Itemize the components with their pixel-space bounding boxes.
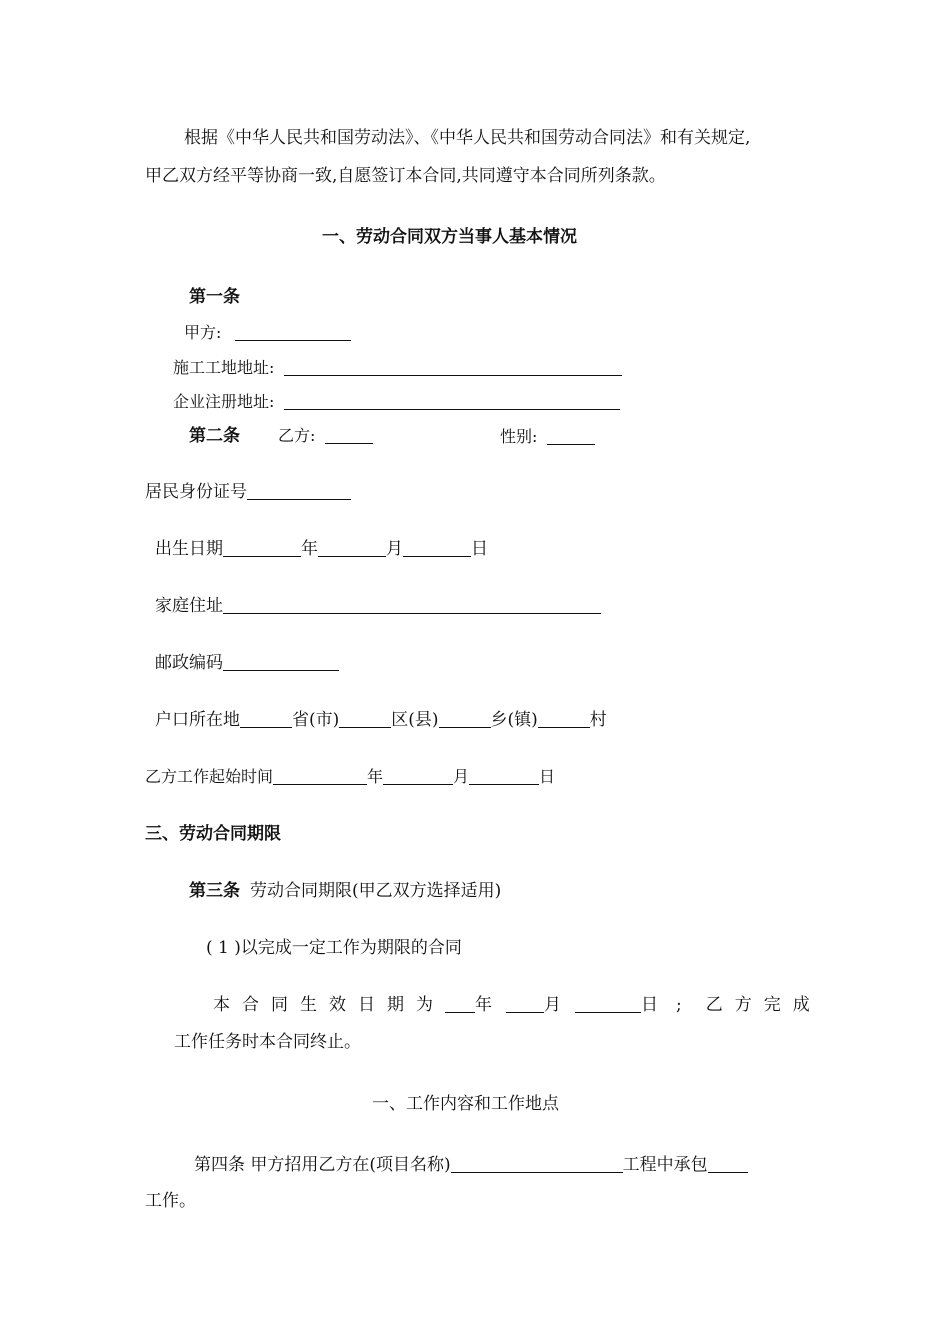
birth-month-blank[interactable] <box>318 539 386 557</box>
article-4-row <box>194 1154 748 1176</box>
effective-day-label: 日 <box>641 995 658 1015</box>
effective-year-label: 年 <box>475 995 492 1015</box>
term-option-1: ( 1 )以完成一定工作为期限的合同 <box>206 938 462 958</box>
start-time-label: 乙方工作起始时间 <box>145 767 274 786</box>
village-blank[interactable] <box>538 710 590 728</box>
township-blank[interactable] <box>439 710 491 728</box>
site-address-label: 施工工地地址: <box>173 358 275 377</box>
effective-date-label: 本合同生效日期为 <box>213 995 445 1015</box>
party-b-blank[interactable] <box>325 426 373 444</box>
party-a-label: 甲方: <box>184 323 222 342</box>
district-label: 区(县) <box>391 710 439 730</box>
article-3-label: 第三条 <box>189 881 240 901</box>
effective-semicolon: ; <box>676 995 682 1015</box>
effective-day-blank[interactable] <box>575 995 641 1013</box>
party-b-label: 乙方: <box>278 426 316 445</box>
site-address-row <box>173 357 622 379</box>
birth-day-blank[interactable] <box>403 539 471 557</box>
gender-label: 性别: <box>500 427 538 446</box>
gender-blank[interactable] <box>547 427 595 445</box>
start-month-blank[interactable] <box>383 767 453 785</box>
section-work-title: 一、工作内容和工作地点 <box>372 1094 559 1114</box>
hukou-label: 户口所在地 <box>155 710 240 730</box>
intro-line-2: 甲乙双方经平等协商一致,自愿签订本合同,共同遵守本合同所列条款。 <box>145 166 666 186</box>
birth-year-blank[interactable] <box>223 539 301 557</box>
section-3-title: 三、劳动合同期限 <box>145 824 281 844</box>
reg-address-label: 企业注册地址: <box>173 392 275 411</box>
district-blank[interactable] <box>339 710 391 728</box>
section-1-title: 一、劳动合同双方当事人基本情况 <box>322 227 577 247</box>
start-year-blank[interactable] <box>273 767 367 785</box>
finish-label: 乙方完成 <box>705 995 822 1015</box>
party-a-row <box>184 322 351 344</box>
article-3-text: 劳动合同期限(甲乙双方选择适用) <box>250 881 502 901</box>
postal-code-row <box>155 652 339 674</box>
article-2-row <box>189 425 373 447</box>
home-address-label: 家庭住址 <box>155 596 223 616</box>
party-a-blank[interactable] <box>235 323 351 341</box>
birth-day-label: 日 <box>471 539 488 559</box>
postal-code-blank[interactable] <box>223 653 339 671</box>
postal-code-label: 邮政编码 <box>155 653 223 673</box>
gender-row <box>500 426 595 448</box>
contract-work-blank[interactable] <box>708 1155 748 1173</box>
article-2-label: 第二条 <box>189 426 240 446</box>
article-4-text: 第四条 甲方招用乙方在(项目名称) <box>194 1155 451 1175</box>
reg-address-blank[interactable] <box>284 392 620 410</box>
birth-date-label: 出生日期 <box>155 539 223 559</box>
intro-line-1: 根据《中华人民共和国劳动法》、《中华人民共和国劳动合同法》和有关规定, <box>184 128 751 148</box>
province-label: 省(市) <box>292 710 340 730</box>
home-address-row <box>155 595 601 617</box>
article-1-label: 第一条 <box>189 287 240 307</box>
effective-month-label: 月 <box>544 995 561 1015</box>
id-number-blank[interactable] <box>247 482 351 500</box>
start-day-blank[interactable] <box>469 767 539 785</box>
site-address-blank[interactable] <box>284 358 622 376</box>
village-label: 村 <box>589 710 607 730</box>
effective-month-blank[interactable] <box>506 995 544 1013</box>
reg-address-row <box>173 391 620 413</box>
start-time-row <box>145 766 555 788</box>
id-number-label: 居民身份证号 <box>145 482 247 502</box>
effective-year-blank[interactable] <box>445 995 475 1013</box>
start-month-label: 月 <box>453 767 470 786</box>
birth-year-label: 年 <box>301 539 318 559</box>
article-4-end: 工作。 <box>145 1191 196 1211</box>
hukou-row <box>155 709 607 731</box>
township-label: 乡(镇) <box>490 710 538 730</box>
article-4-project: 工程中承包 <box>622 1155 708 1175</box>
start-year-label: 年 <box>367 767 384 786</box>
id-number-row <box>145 481 351 503</box>
term-end-text: 工作任务时本合同终止。 <box>174 1032 361 1052</box>
start-day-label: 日 <box>539 767 556 786</box>
article-3-row <box>189 880 501 902</box>
province-blank[interactable] <box>240 710 292 728</box>
birth-date-row <box>155 538 488 560</box>
project-name-blank[interactable] <box>451 1155 623 1173</box>
home-address-blank[interactable] <box>223 596 601 614</box>
birth-month-label: 月 <box>386 539 403 559</box>
effective-date-row <box>213 994 822 1016</box>
